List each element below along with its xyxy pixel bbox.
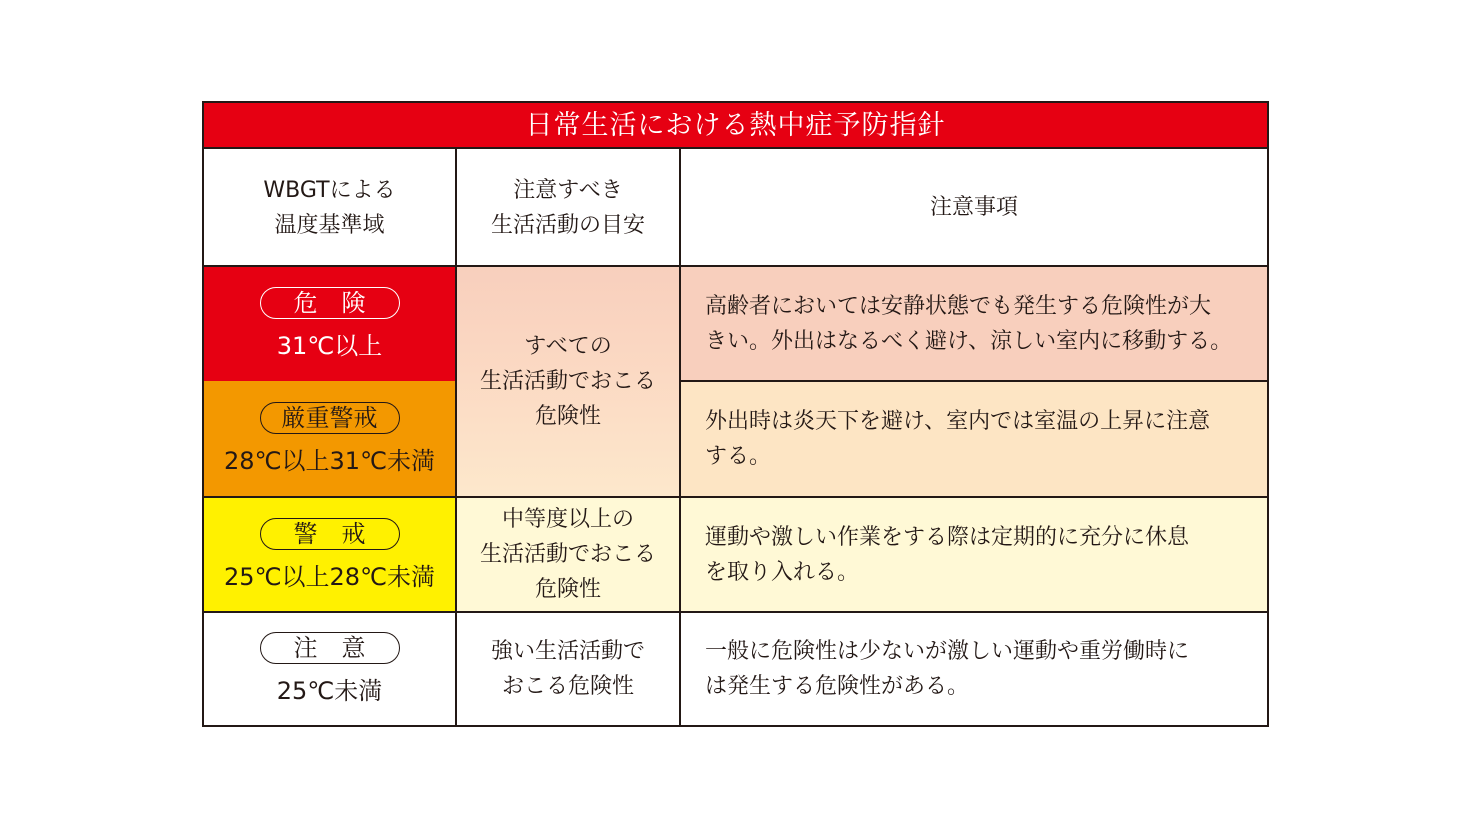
activity-moderate bbox=[457, 497, 679, 612]
level-caution-temp: 25℃未満 bbox=[276, 676, 383, 705]
divider-row3 bbox=[204, 611, 1267, 613]
note-caution bbox=[681, 612, 1267, 725]
activity-moderate-line2: 生活活動でおこる bbox=[479, 542, 656, 567]
level-danger bbox=[204, 266, 455, 381]
note-danger-line1: 高齢者においては安静状態でも発生する危険性が大 bbox=[705, 293, 1212, 319]
activity-moderate-line1: 中等度以上の bbox=[501, 507, 634, 532]
note-warning-line1: 運動や激しい作業をする際は定期的に充分に休息 bbox=[705, 524, 1190, 550]
header-wbgt bbox=[204, 149, 455, 266]
header-activity-line2: 生活活動の目安 bbox=[490, 212, 645, 238]
header-activity-line1: 注意すべき bbox=[513, 177, 623, 203]
note-danger-line2: きい。外出はなるべく避け、涼しい室内に移動する。 bbox=[705, 328, 1233, 354]
divider-row1 bbox=[681, 380, 1267, 382]
level-danger-temp: 31℃以上 bbox=[276, 331, 383, 360]
level-severe-badge bbox=[260, 402, 400, 434]
level-severe-temp: 28℃以上31℃未満 bbox=[224, 447, 435, 475]
header-notes-label: 注意事項 bbox=[929, 195, 1018, 220]
table-title: 日常生活における熱中症予防指針 bbox=[204, 103, 1267, 149]
level-warning-badge bbox=[260, 518, 400, 550]
activity-moderate-line3: 危険性 bbox=[534, 577, 601, 602]
note-warning bbox=[681, 497, 1267, 612]
note-warning-line2: を取り入れる。 bbox=[705, 559, 860, 585]
level-danger-label: 危 険 bbox=[293, 288, 366, 317]
header-wbgt-line1: WBGTによる bbox=[263, 177, 396, 203]
note-severe-warning bbox=[681, 381, 1267, 497]
level-warning-label: 警 戒 bbox=[293, 519, 366, 548]
activity-strong-line2: おこる危険性 bbox=[501, 673, 634, 699]
level-caution-badge bbox=[260, 632, 400, 664]
header-notes bbox=[681, 149, 1267, 266]
heatstroke-guideline-table bbox=[202, 101, 1269, 727]
level-severe-warning bbox=[204, 381, 455, 497]
level-warning bbox=[204, 497, 455, 612]
activity-strong bbox=[457, 612, 679, 725]
activity-all-line3: 危険性 bbox=[534, 404, 601, 429]
level-caution bbox=[204, 612, 455, 725]
level-danger-badge bbox=[260, 287, 400, 319]
activity-strong-line1: 強い生活活動で bbox=[490, 638, 645, 664]
note-severe-line1: 外出時は炎天下を避け、室内では室温の上昇に注意 bbox=[705, 409, 1211, 434]
level-severe-label: 厳重警戒 bbox=[281, 404, 378, 432]
level-caution-label: 注 意 bbox=[293, 633, 366, 662]
divider-row2 bbox=[204, 496, 1267, 498]
note-caution-line1: 一般に危険性は少ないが激しい運動や重労働時に bbox=[705, 638, 1190, 664]
note-caution-line2: は発生する危険性がある。 bbox=[705, 673, 970, 699]
header-activity bbox=[457, 149, 679, 266]
level-warning-temp: 25℃以上28℃未満 bbox=[224, 562, 435, 591]
activity-all bbox=[457, 266, 679, 497]
divider-col1 bbox=[455, 149, 457, 725]
divider-col2 bbox=[679, 149, 681, 725]
header-wbgt-line2: 温度基準域 bbox=[274, 212, 385, 238]
note-severe-line2: する。 bbox=[705, 444, 772, 469]
activity-all-line1: すべての bbox=[524, 334, 612, 359]
activity-all-line2: 生活活動でおこる bbox=[479, 369, 656, 394]
note-danger bbox=[681, 266, 1267, 381]
divider-header bbox=[204, 265, 1267, 267]
